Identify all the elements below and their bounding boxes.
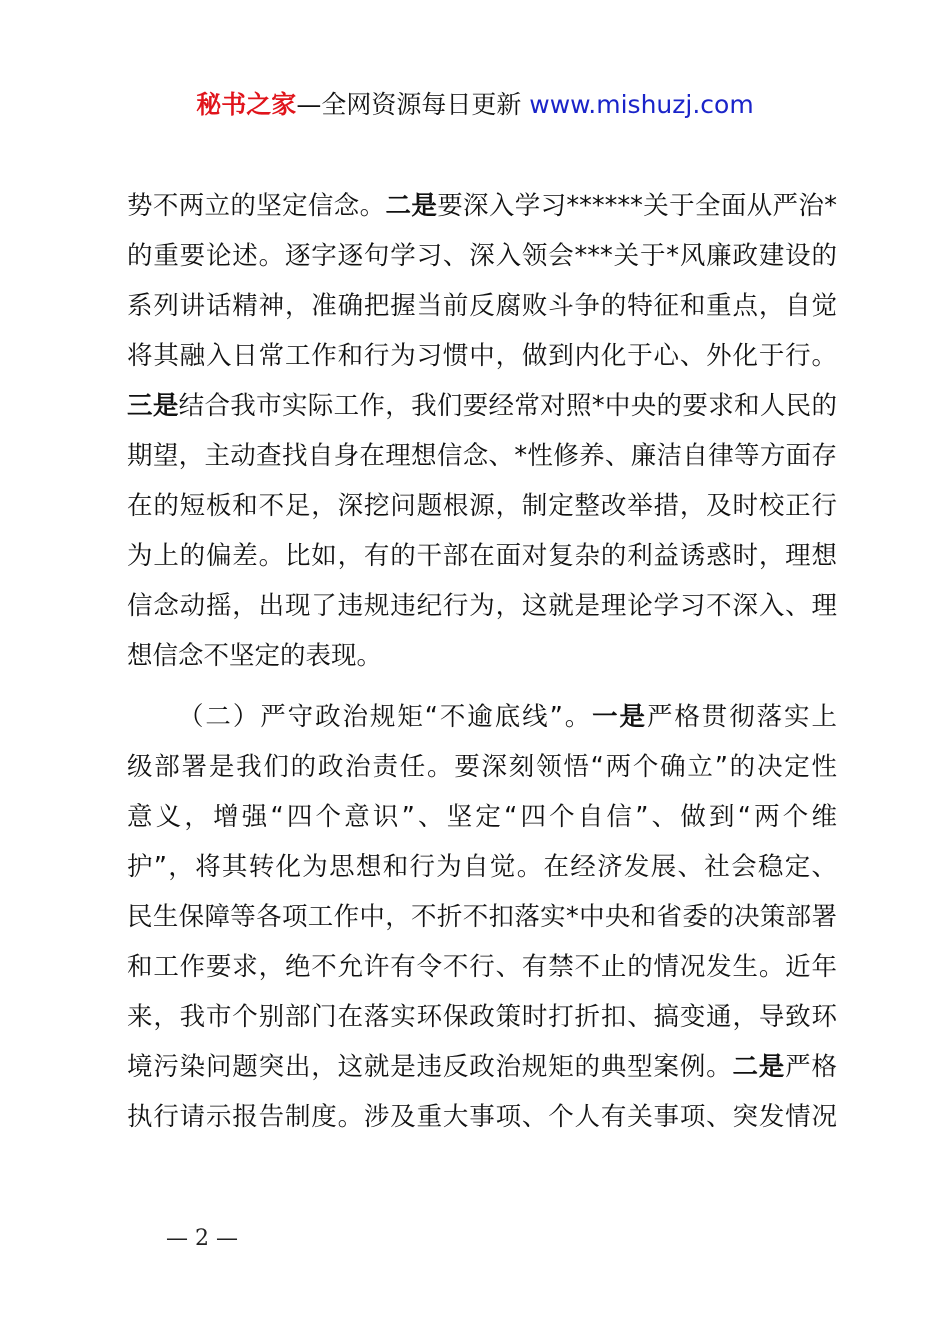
paragraph-line: 为上的偏差。比如，有的干部在面对复杂的利益诱惑时，理想: [127, 541, 837, 571]
header-url[interactable]: www.mishuzj.com: [529, 90, 754, 119]
paragraph-line: 民生保障等各项工作中，不折不扣落实*中央和省委的决策部署: [127, 902, 837, 932]
bold-marker: 一是: [592, 702, 647, 732]
paragraph-line: 执行请示报告制度。涉及重大事项、个人有关事项、突发情况: [127, 1102, 837, 1132]
paragraph-line: 系列讲话精神，准确把握当前反腐败斗争的特征和重点，自觉: [127, 291, 837, 321]
bold-marker: 二是: [385, 191, 438, 221]
paragraph-line: 护”，将其转化为思想和行为自觉。在经济发展、社会稳定、: [127, 852, 837, 882]
paragraph-line: 和工作要求，绝不允许有令不行、有禁不止的情况发生。近年: [127, 952, 837, 982]
paragraph-line: 将其融入日常工作和行为习惯中，做到内化于心、外化于行。: [127, 341, 837, 371]
site-header: [0, 88, 950, 122]
paragraph-1: [127, 181, 837, 681]
paragraph-line: 在的短板和不足，深挖问题根源，制定整改举措，及时校正行: [127, 491, 837, 521]
paragraph-line: 来，我市个别部门在落实环保政策时打折扣、搞变通，导致环: [127, 1002, 837, 1032]
paragraph-line: （二）严守政治规矩“不逾底线”。一是严格贯彻落实上: [178, 702, 837, 732]
paragraph-line: 意义，增强“四个意识”、坚定“四个自信”、做到“两个维: [127, 802, 837, 832]
header-tagline: —全网资源每日更新: [296, 90, 530, 119]
paragraph-line: 境污染问题突出，这就是违反政治规矩的典型案例。二是严格: [127, 1052, 837, 1082]
paragraph-line: 想信念不坚定的表现。: [127, 641, 383, 671]
bold-marker: 三是: [127, 391, 179, 421]
page-number: — 2 —: [166, 1226, 238, 1251]
paragraph-2: [127, 692, 837, 1142]
paragraph-line: 级部署是我们的政治责任。要深刻领悟“两个确立”的决定性: [127, 752, 837, 782]
brand-name: 秘书之家: [196, 90, 297, 119]
section-heading: （二）严守政治规矩“不逾底线”。: [178, 702, 593, 732]
paragraph-line: 势不两立的坚定信念。二是要深入学习******关于全面从严治*: [127, 191, 837, 221]
bold-marker: 二是: [732, 1052, 786, 1082]
paragraph-line: 信念动摇，出现了违规违纪行为，这就是理论学习不深入、理: [127, 591, 837, 621]
paragraph-line: 的重要论述。逐字逐句学习、深入领会***关于*风廉政建设的: [127, 241, 837, 271]
paragraph-line: 三是结合我市实际工作，我们要经常对照*中央的要求和人民的: [127, 391, 837, 421]
paragraph-line: 期望，主动查找自身在理想信念、*性修养、廉洁自律等方面存: [127, 441, 837, 471]
